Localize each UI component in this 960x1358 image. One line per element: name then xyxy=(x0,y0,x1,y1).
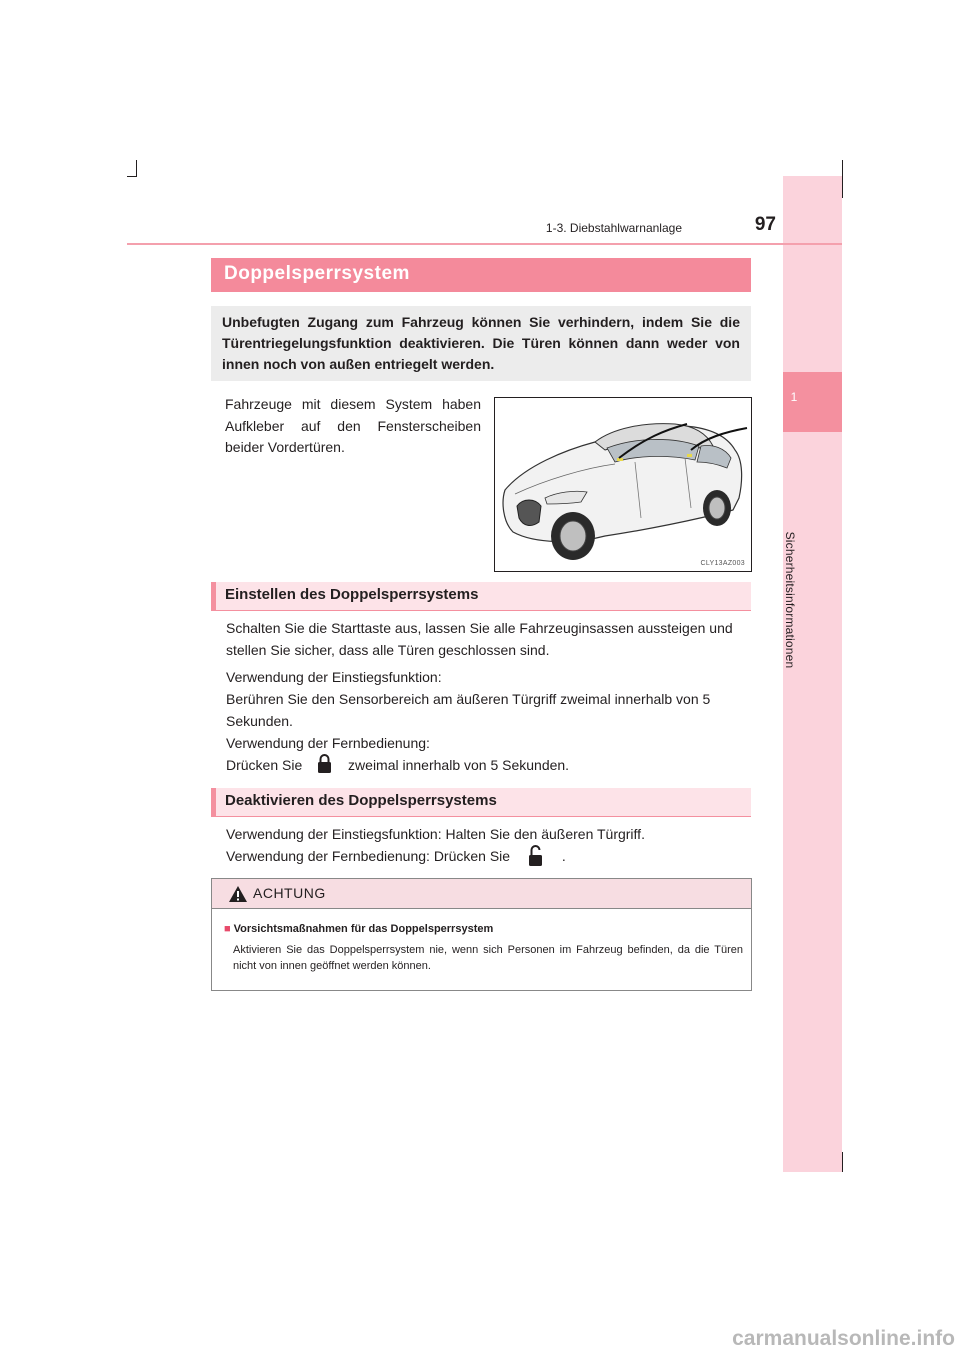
chapter-number: 1 xyxy=(790,390,798,404)
crop-mark xyxy=(842,1152,843,1172)
chapter-title-text: Sicherheitsinformationen xyxy=(783,531,797,669)
figure-id: CLY13AZ003 xyxy=(700,560,745,567)
caution-item-text: Aktivieren Sie das Doppelsperrsystem nie, wenn sich Personen im Fahrzeug befinden, da die Türen nicht von innen geöffnet werden können. xyxy=(233,944,743,972)
deactivate-remote-prefix: Verwendung der Fernbedienung: Drücken Sie xyxy=(226,848,511,864)
caution-title: ACHTUNG xyxy=(253,885,326,901)
subheading-deactivate xyxy=(211,788,751,817)
set-remote-suffix: zweimal innerhalb von 5 Sekunden. xyxy=(348,757,570,773)
deactivate-remote-line xyxy=(226,846,748,868)
caution-box xyxy=(211,878,752,991)
subheading-deactivate-text: Deaktivieren des Doppelsperrsystems xyxy=(225,792,497,809)
car-drawing xyxy=(495,398,751,571)
crop-mark xyxy=(842,160,843,198)
watermark[interactable]: carmanualsonline.info xyxy=(732,1327,955,1350)
main-heading xyxy=(211,258,751,292)
unlock-icon xyxy=(514,845,558,863)
deactivate-entry-line: Verwendung der Einstiegsfunktion: Halten Sie den äußeren Türgriff. xyxy=(226,826,645,842)
chapter-title xyxy=(780,531,810,669)
section-label: 1-3. Diebstahlwarnanlage xyxy=(545,221,682,235)
set-paragraph: Schalten Sie die Starttaste aus, lassen Sie alle Fahrzeuginsassen aussteigen und stellen Sie sicher, dass alle Türen geschlossen sind. xyxy=(226,620,733,658)
set-remote-line xyxy=(226,755,748,777)
square-bullet-icon: ■ xyxy=(224,923,231,935)
caution-header xyxy=(212,879,751,909)
car-illustration xyxy=(494,397,752,572)
deactivate-remote-suffix: . xyxy=(561,848,566,864)
set-remote-prefix: Drücken Sie xyxy=(226,757,303,773)
subheading-set xyxy=(211,582,751,611)
crop-mark xyxy=(136,160,137,177)
main-heading-text: Doppelsperrsystem xyxy=(224,263,410,284)
set-entry-text: Berühren Sie den Sensorbereich am äußeren Türgriff zweimal innerhalb von 5 Sekunden. xyxy=(226,691,711,729)
page-number: 97 xyxy=(754,214,776,235)
intro-box xyxy=(211,306,751,381)
lock-icon xyxy=(306,754,344,772)
intro-box-text: Unbefugten Zugang zum Fahrzeug können Sie verhindern, indem Sie die Türentriegelungsfunktion deaktivieren. Die Türen können dann weder von innen noch von außen entriegelt werden. xyxy=(222,314,740,372)
caution-item-title-text: Vorsichtsmaßnahmen für das Doppelsperrsystem xyxy=(233,923,494,935)
intro-text: Fahrzeuge mit diesem System haben Aufkleber auf den Fensterscheiben beider Vordertüren. xyxy=(225,396,481,455)
caution-item-title xyxy=(224,923,744,935)
set-remote-label: Verwendung der Fernbedienung: xyxy=(226,735,430,751)
set-entry-label: Verwendung der Einstiegsfunktion: xyxy=(226,669,442,685)
warning-triangle-icon xyxy=(228,885,248,903)
subheading-set-text: Einstellen des Doppelsperrsystems xyxy=(225,586,479,603)
header-rule xyxy=(127,243,842,245)
